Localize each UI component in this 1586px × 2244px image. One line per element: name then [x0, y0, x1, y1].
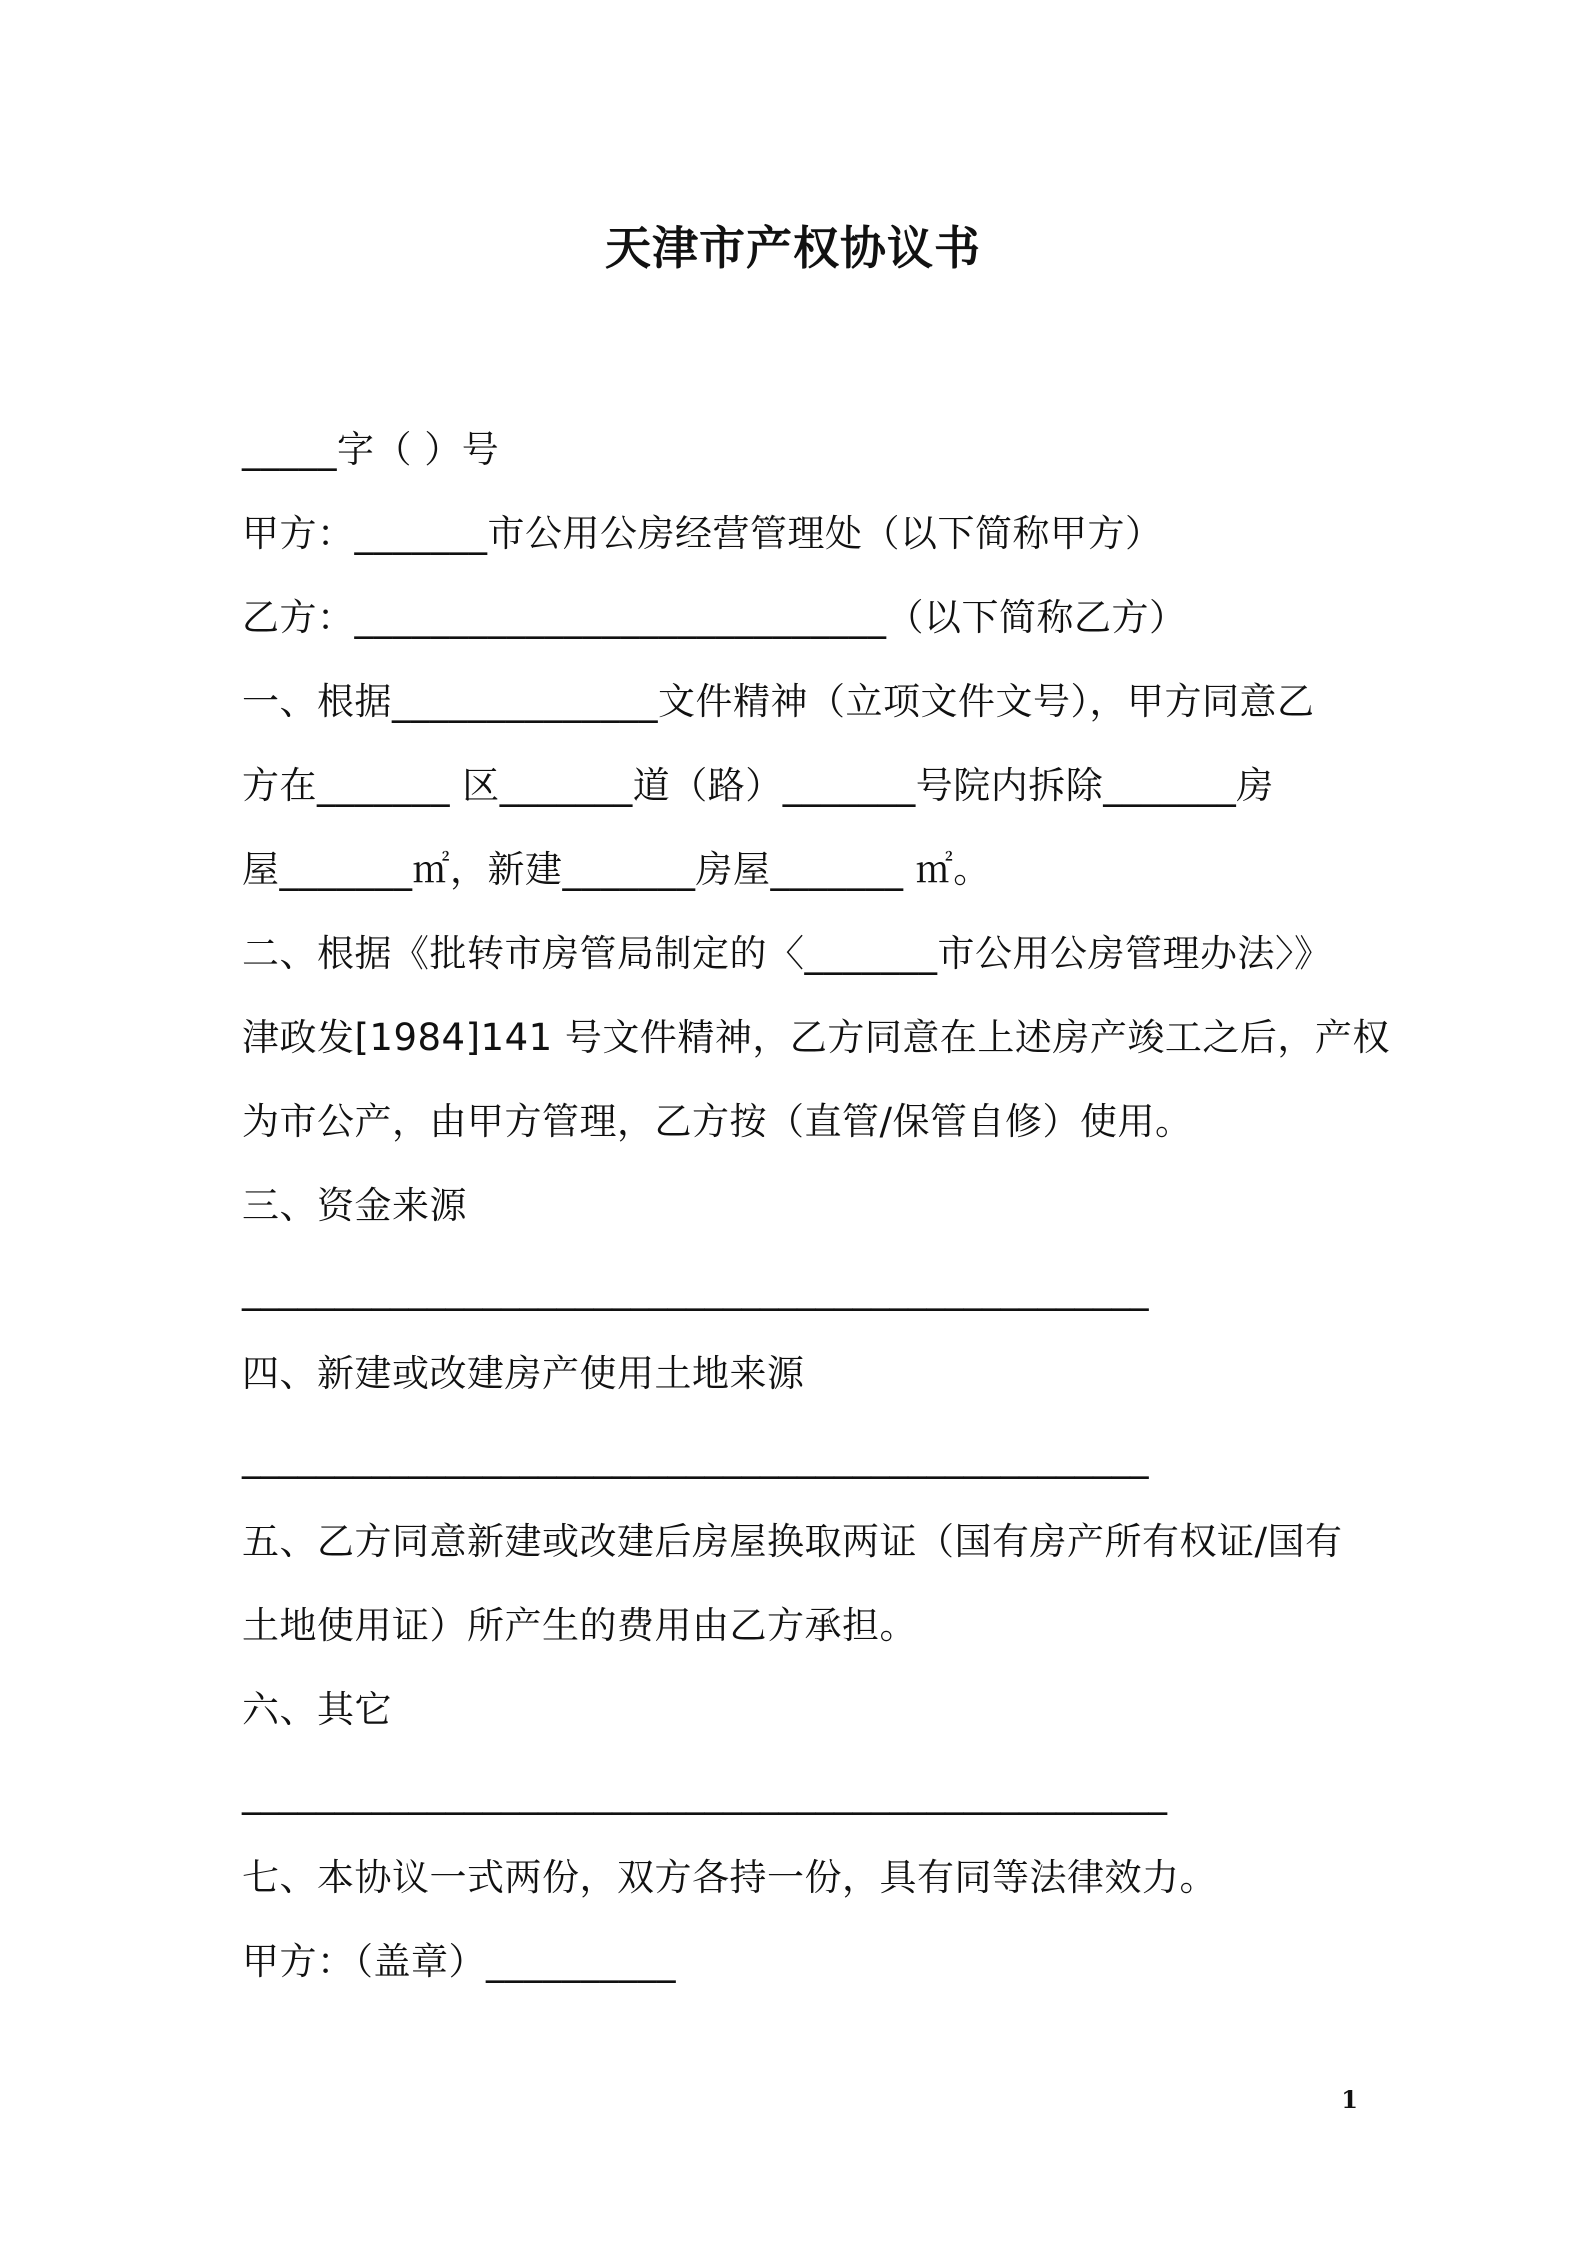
clause-3-blank: _________________________________________________ [242, 1268, 1149, 1311]
doc-number-line: _____字（ ）号 [242, 428, 500, 471]
clause-1-line-3: 屋_______㎡，新建_______房屋_______ ㎡。 [242, 848, 991, 891]
clause-7-line: 七、本协议一式两份，双方各持一份，具有同等法律效力。 [242, 1856, 1217, 1899]
signature-party-a: 甲方：（盖章）__________ [242, 1940, 676, 1983]
clause-5-line-2: 土地使用证）所产生的费用由乙方承担。 [242, 1604, 917, 1647]
clause-2-line-3: 为市公产，由甲方管理，乙方按（直管/保管自修）使用。 [242, 1100, 1193, 1143]
clause-1-line-1: 一、根据______________文件精神（立项文件文号），甲方同意乙 [242, 680, 1315, 723]
clause-3-heading: 三、资金来源 [242, 1184, 467, 1227]
clause-2-line-1: 二、根据《批转市房管局制定的〈_______市公用公房管理办法〉》 [242, 932, 1332, 975]
clause-1-line-2: 方在_______ 区_______道（路）_______号院内拆除_______房 [242, 764, 1274, 807]
document-title: 天津市产权协议书 [605, 221, 981, 275]
party-a-line: 甲方：_______市公用公房经营管理处（以下简称甲方） [242, 512, 1163, 555]
document-body [242, 408, 1390, 2004]
clause-5-line-1: 五、乙方同意新建或改建后房屋换取两证（国有房产所有权证/国有 [242, 1520, 1343, 1563]
clause-4-blank: _________________________________________________ [242, 1436, 1149, 1479]
clause-2-line-2: 津政发[1984]141 号文件精神，乙方同意在上述房产竣工之后，产权 [242, 1016, 1390, 1059]
clause-6-blank: __________________________________________________ [242, 1772, 1167, 1815]
party-b-line: 乙方：____________________________（以下简称乙方） [242, 596, 1187, 639]
clause-6-heading: 六、其它 [242, 1688, 392, 1731]
page-number: 1 [1341, 2085, 1358, 2114]
clause-4-heading: 四、新建或改建房产使用土地来源 [242, 1352, 805, 1395]
